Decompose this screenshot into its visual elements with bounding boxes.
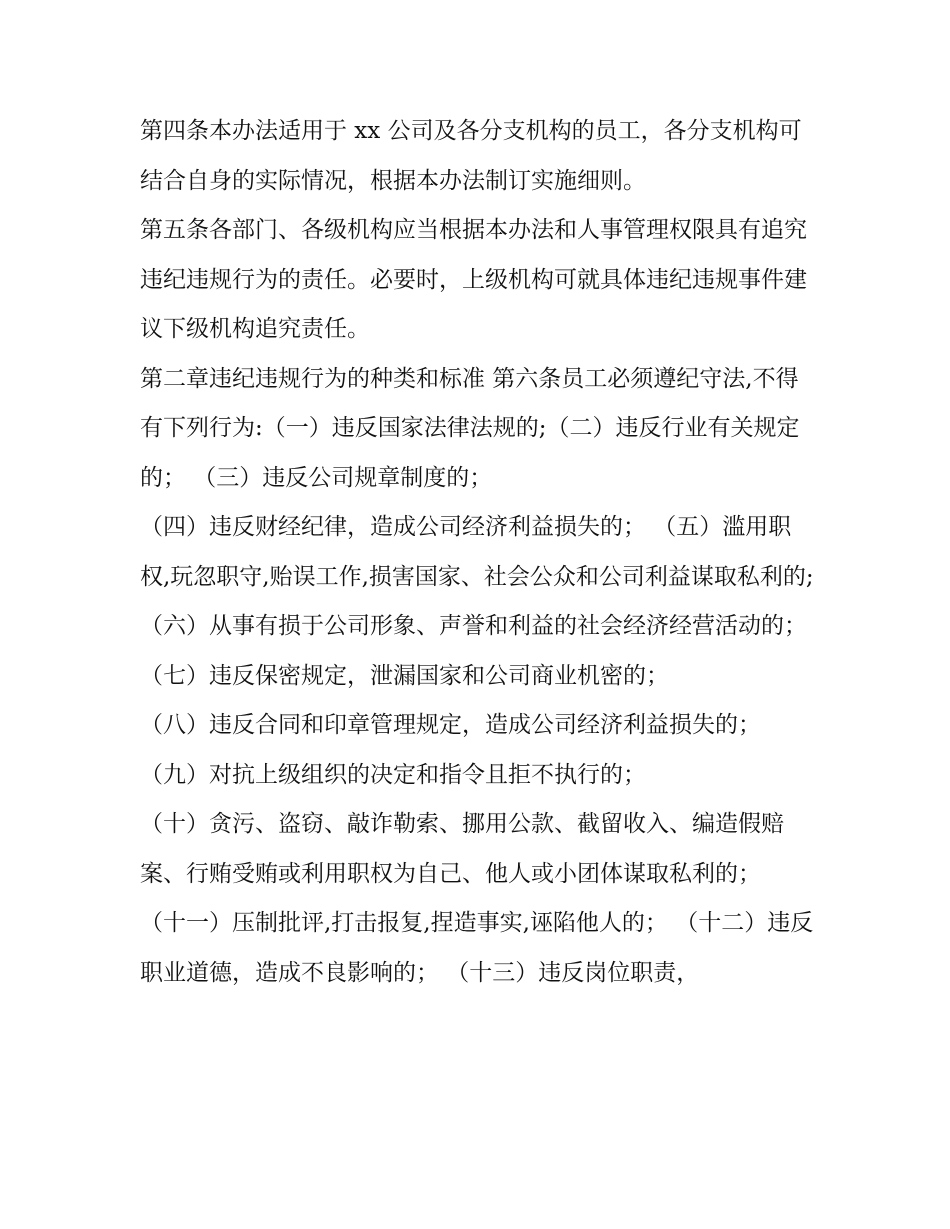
paragraph-item-11-13: （十一）压制批评,打击报复,捏造事实,诬陷他人的； （十二）违反职业道德，造成不良影响的； （十三）违反岗位职责， (140, 910, 814, 986)
paragraph-chapter-2-article-6: 第二章违纪违规行为的种类和标准 第六条员工必须遵纪守法,不得有下列行为:（一）违反国家法律法规的;（二）违反行业有关规定的； （三）违反公司规章制度的； (140, 365, 800, 491)
paragraph-item-6-7: （六）从事有损于公司形象、声誉和利益的社会经济经营活动的； （七）违反保密规定，泄漏国家和公司商业机密的； (140, 613, 807, 689)
paragraph-article-4: 第四条本办法适用于 xx 公司及各分支机构的员工，各分支机构可结合自身的实际情况，根据本办法制订实施细则。 (140, 118, 802, 194)
paragraph-item-9: （九）对抗上级组织的决定和指令且拒不执行的； (140, 761, 646, 788)
paragraph-article-5: 第五条各部门、各级机构应当根据本办法和人事管理权限具有追究违纪违规行为的责任。必要时，上级机构可就具体违纪违规事件建议下级机构追究责任。 (140, 217, 807, 342)
paragraph-item-4-5: （四）违反财经纪律，造成公司经济利益损失的； （五）滥用职权,玩忽职守,贻误工作,损害国家、社会公众和公司利益谋取私利的; (140, 514, 814, 590)
paragraph-item-8: （八）违反合同和印章管理规定，造成公司经济利益损失的； (140, 712, 761, 738)
paragraph-item-10: （十）贪污、盗窃、敲诈勒索、挪用公款、截留收入、编造假赔案、行贿受贿或利用职权为自己、他人或小团体谋取私利的； (140, 811, 784, 887)
document-body (140, 107, 820, 998)
